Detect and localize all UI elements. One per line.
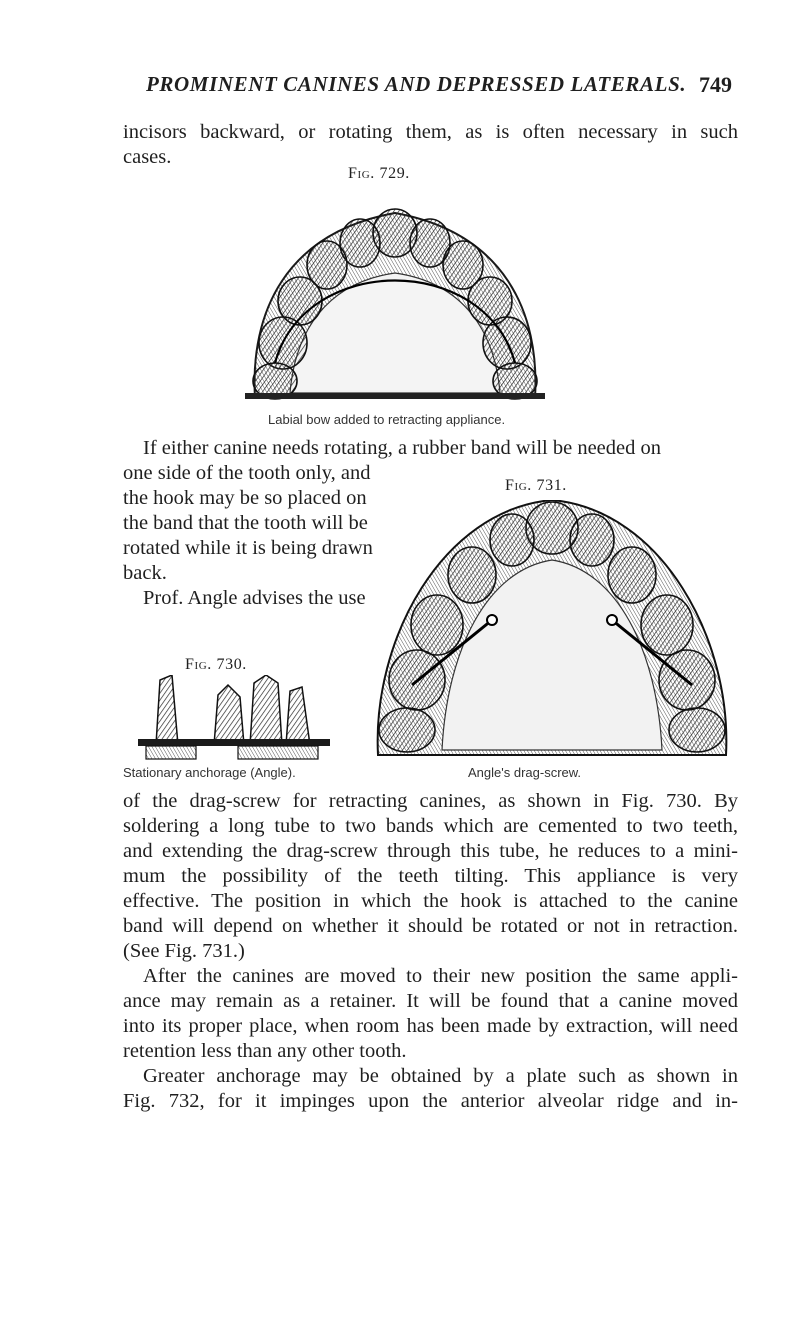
body-line-5: effective. The position in which the hook is attached to the canine: [123, 890, 738, 912]
fig-731-drag-screw-illustration: [372, 500, 732, 758]
wrap-line-4: the band that the tooth will be: [123, 512, 368, 534]
intro-paragraph: [123, 120, 738, 170]
body-line-7: (See Fig. 731.): [123, 940, 245, 962]
body-line-2: soldering a long tube to two bands which are cemented to two teeth,: [123, 815, 738, 837]
body-line-1: of the drag-screw for retracting canines, as shown in Fig. 730. By: [123, 790, 738, 812]
wrap-line-3: the hook may be so placed on: [123, 487, 367, 509]
running-header-title: PROMINENT CANINES AND DEPRESSED LATERALS.: [146, 72, 687, 96]
fig-730-label: Fig. 730.: [185, 656, 247, 673]
intro-line-1: incisors backward, or rotating them, as is often necessary in such: [123, 121, 738, 143]
wrap-line-1: If either canine needs rotating, a rubber band will be needed on: [143, 437, 661, 459]
fig-731-label: Fig. 731.: [505, 477, 567, 494]
body-line-10: into its proper place, when room has been made by extraction, will need: [123, 1015, 738, 1037]
body-paragraph: [123, 789, 738, 1114]
wrap-line-2: one side of the tooth only, and: [123, 462, 371, 484]
prof-angle-line: Prof. Angle advises the use: [143, 587, 366, 609]
body-line-13: Fig. 732, for it impinges upon the anterior alveolar ridge and in-: [123, 1090, 738, 1112]
body-line-8: After the canines are moved to their new position the same appli-: [143, 965, 738, 987]
fig-729-label: Fig. 729.: [348, 165, 410, 182]
body-line-11: retention less than any other tooth.: [123, 1040, 407, 1062]
body-line-6: band will depend on whether it should be rotated or not in retraction.: [123, 915, 738, 937]
fig-731-caption: Angle's drag-screw.: [468, 765, 582, 780]
body-line-4: mum the possibility of the teeth tilting. This appliance is very: [123, 865, 738, 887]
fig-730-stationary-anchorage-illustration: [138, 675, 330, 761]
wrap-line-5: rotated while it is being drawn: [123, 537, 373, 559]
fig-729-caption: Labial bow added to retracting appliance.: [268, 412, 506, 427]
page-number: 749: [699, 72, 732, 97]
body-line-3: and extending the drag-screw through this tube, he reduces to a mini-: [123, 840, 738, 862]
wrap-line-6: back.: [123, 562, 167, 584]
body-line-12: Greater anchorage may be obtained by a plate such as shown in: [143, 1065, 738, 1087]
fig-730-caption: Stationary anchorage (Angle).: [123, 765, 296, 780]
intro-line-2: cases.: [123, 146, 172, 168]
body-line-9: ance may remain as a retainer. It will be found that a canine moved: [123, 990, 738, 1012]
fig-729-dental-arch-illustration: [245, 193, 545, 408]
